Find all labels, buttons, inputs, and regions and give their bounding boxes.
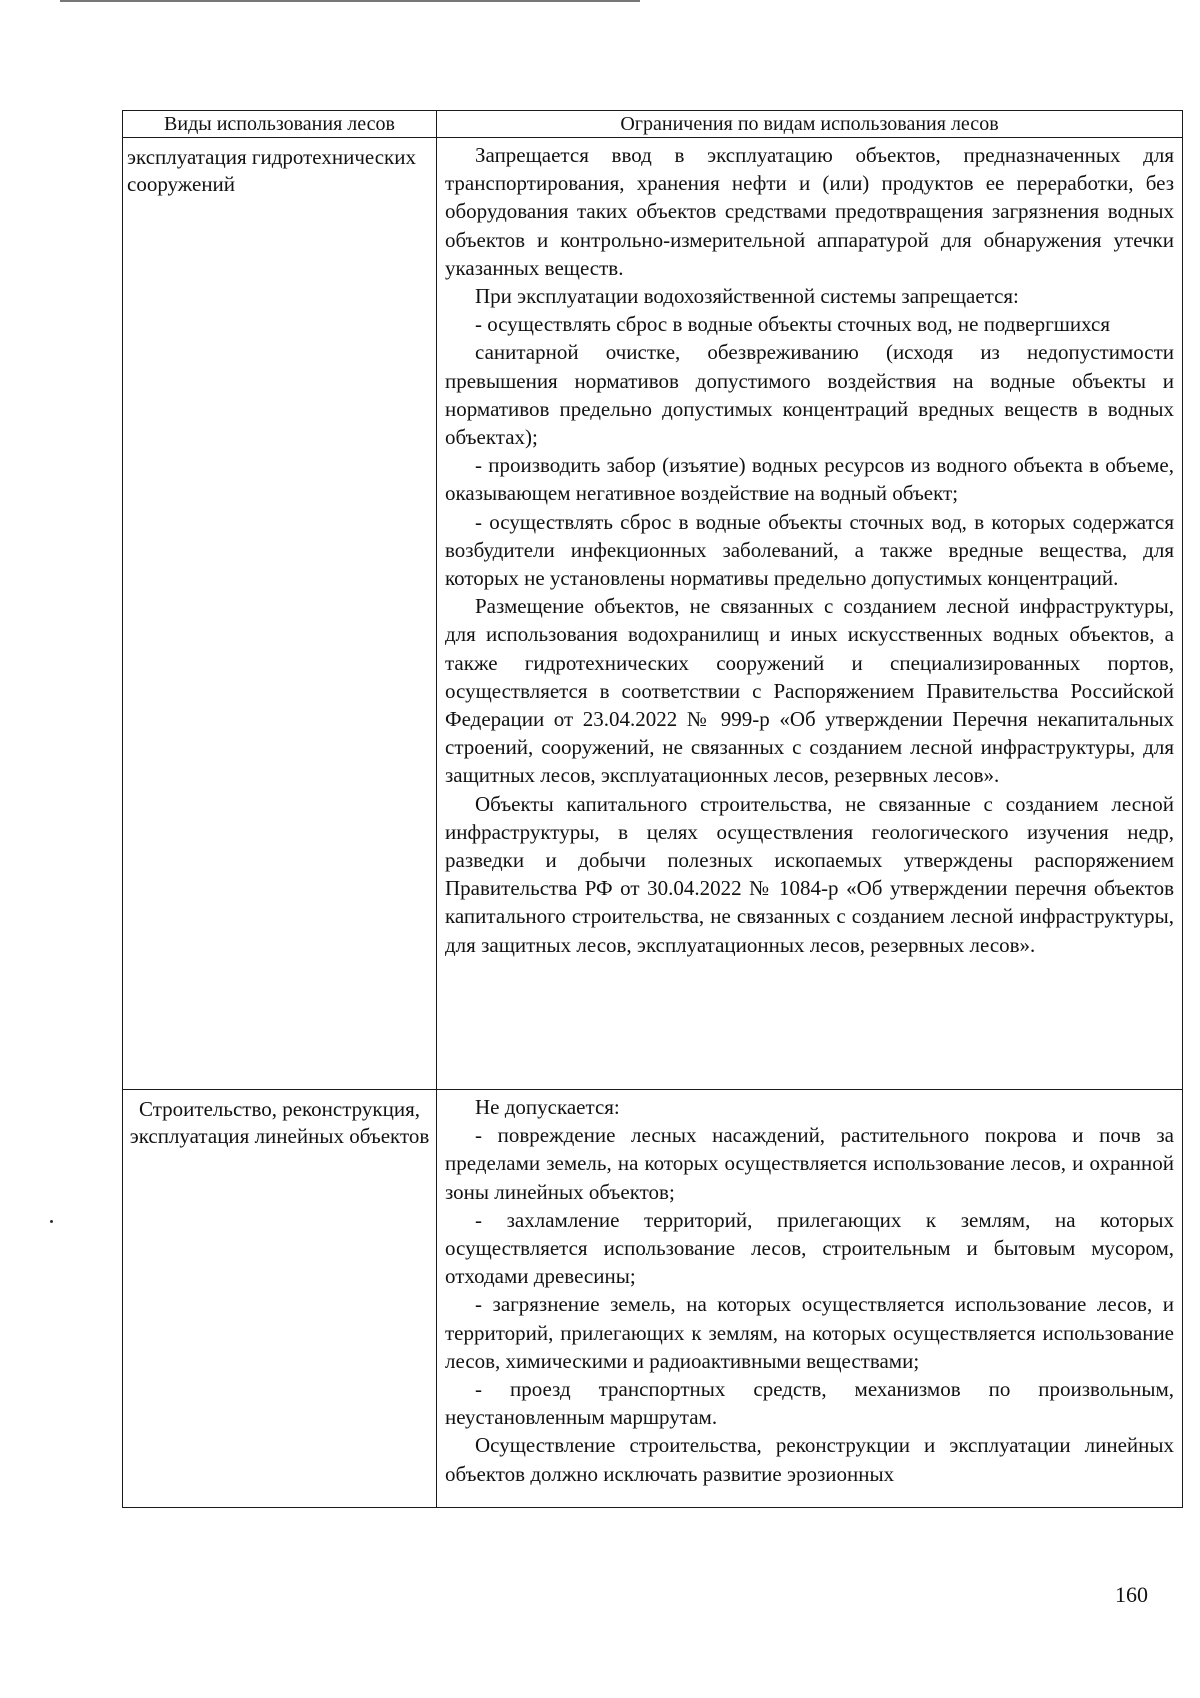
- restrictions-cell: [437, 1090, 1183, 1508]
- table-row: [123, 1090, 1183, 1508]
- paragraph: Запрещается ввод в эксплуатацию объектов, предназначенных для транспортирования, хранения нефти и (или) продуктов ее переработки, без оборудования таких объектов средствами предотвращения загрязнения водных объектов и контрольно-измерительной аппаратурой для обнаружения утечки указанных веществ.: [445, 143, 1174, 280]
- use-type-cell: эксплуатация гидротехнических сооружений: [123, 138, 437, 1090]
- use-type-cell: Строительство, реконструкция, эксплуатация линейных объектов: [123, 1090, 437, 1508]
- header-forest-use-types: Виды использования лесов: [123, 111, 437, 138]
- page-number: 160: [1115, 1582, 1148, 1607]
- restrictions-cell: [437, 138, 1183, 1090]
- list-item: - производить забор (изъятие) водных ресурсов из водного объекта в объеме, оказывающем негативное воздействие на водный объект;: [445, 453, 1174, 506]
- list-item: - проезд транспортных средств, механизмов по произвольным, неустановленным маршрутам.: [445, 1377, 1174, 1430]
- list-item: - загрязнение земель, на которых осуществляется использование лесов, и территорий, прилегающих к землям, на которых осуществляется использование лесов, химическими и радиоактивными веществами;: [445, 1292, 1174, 1373]
- scan-speck: [50, 1220, 53, 1223]
- paragraph: Осуществление строительства, реконструкции и эксплуатации линейных объектов должно исключать развитие эрозионных: [445, 1433, 1174, 1486]
- paragraph: Объекты капитального строительства, не связанные с созданием лесной инфраструктуры, в целях осуществления геологического изучения недр, разведки и добычи полезных ископаемых утверждены распоряжением Правительства РФ от 30.04.2022 № 1084-р «Об утверждении перечня объектов капитального строительства, не связанных с созданием лесной инфраструктуры, для защитных лесов, эксплуатационных лесов, резервных лесов».: [445, 791, 1174, 957]
- header-restrictions: Ограничения по видам использования лесов: [437, 111, 1183, 138]
- paragraph: При эксплуатации водохозяйственной системы запрещается:: [475, 284, 1019, 309]
- forest-use-restrictions-table: [122, 110, 1183, 1508]
- paragraph: Не допускается:: [475, 1095, 620, 1119]
- list-item: - осуществлять сброс в водные объекты сточных вод, не подвергшихся: [475, 312, 1111, 337]
- table-row: [123, 138, 1183, 1090]
- table-header-row: [123, 111, 1183, 138]
- paragraph: Размещение объектов, не связанных с созданием лесной инфраструктуры, для использования водохранилищ и иных искусственных водных объектов, а также гидротехнических сооружений и специализированных портов, осуществляется в соответствии с Распоряжением Правительства Российской Федерации от 23.04.2022 № 999-р «Об утверждении Перечня некапитальных строений, сооружений, не связанных с созданием лесной инфраструктуры, для защитных лесов, эксплуатационных лесов, резервных лесов».: [445, 594, 1174, 788]
- list-item: - захламление территорий, прилегающих к землям, на которых осуществляется использование лесов, строительным и бытовым мусором, отходами древесины;: [445, 1207, 1174, 1289]
- paragraph: санитарной очистке, обезвреживанию (исходя из недопустимости превышения нормативов допустимого воздействия на водные объекты и нормативов предельно допустимых концентраций вредных веществ в водных объектах);: [445, 340, 1174, 450]
- list-item: - повреждение лесных насаждений, растительного покрова и почв за пределами земель, на которых осуществляется использование лесов, и охранной зоны линейных объектов;: [445, 1123, 1174, 1204]
- scan-edge-line: [60, 0, 640, 2]
- list-item: - осуществлять сброс в водные объекты сточных вод, в которых содержатся возбудители инфекционных заболеваний, а также вредные вещества, для которых не установлены нормативы предельно допустимых концентраций.: [445, 509, 1174, 591]
